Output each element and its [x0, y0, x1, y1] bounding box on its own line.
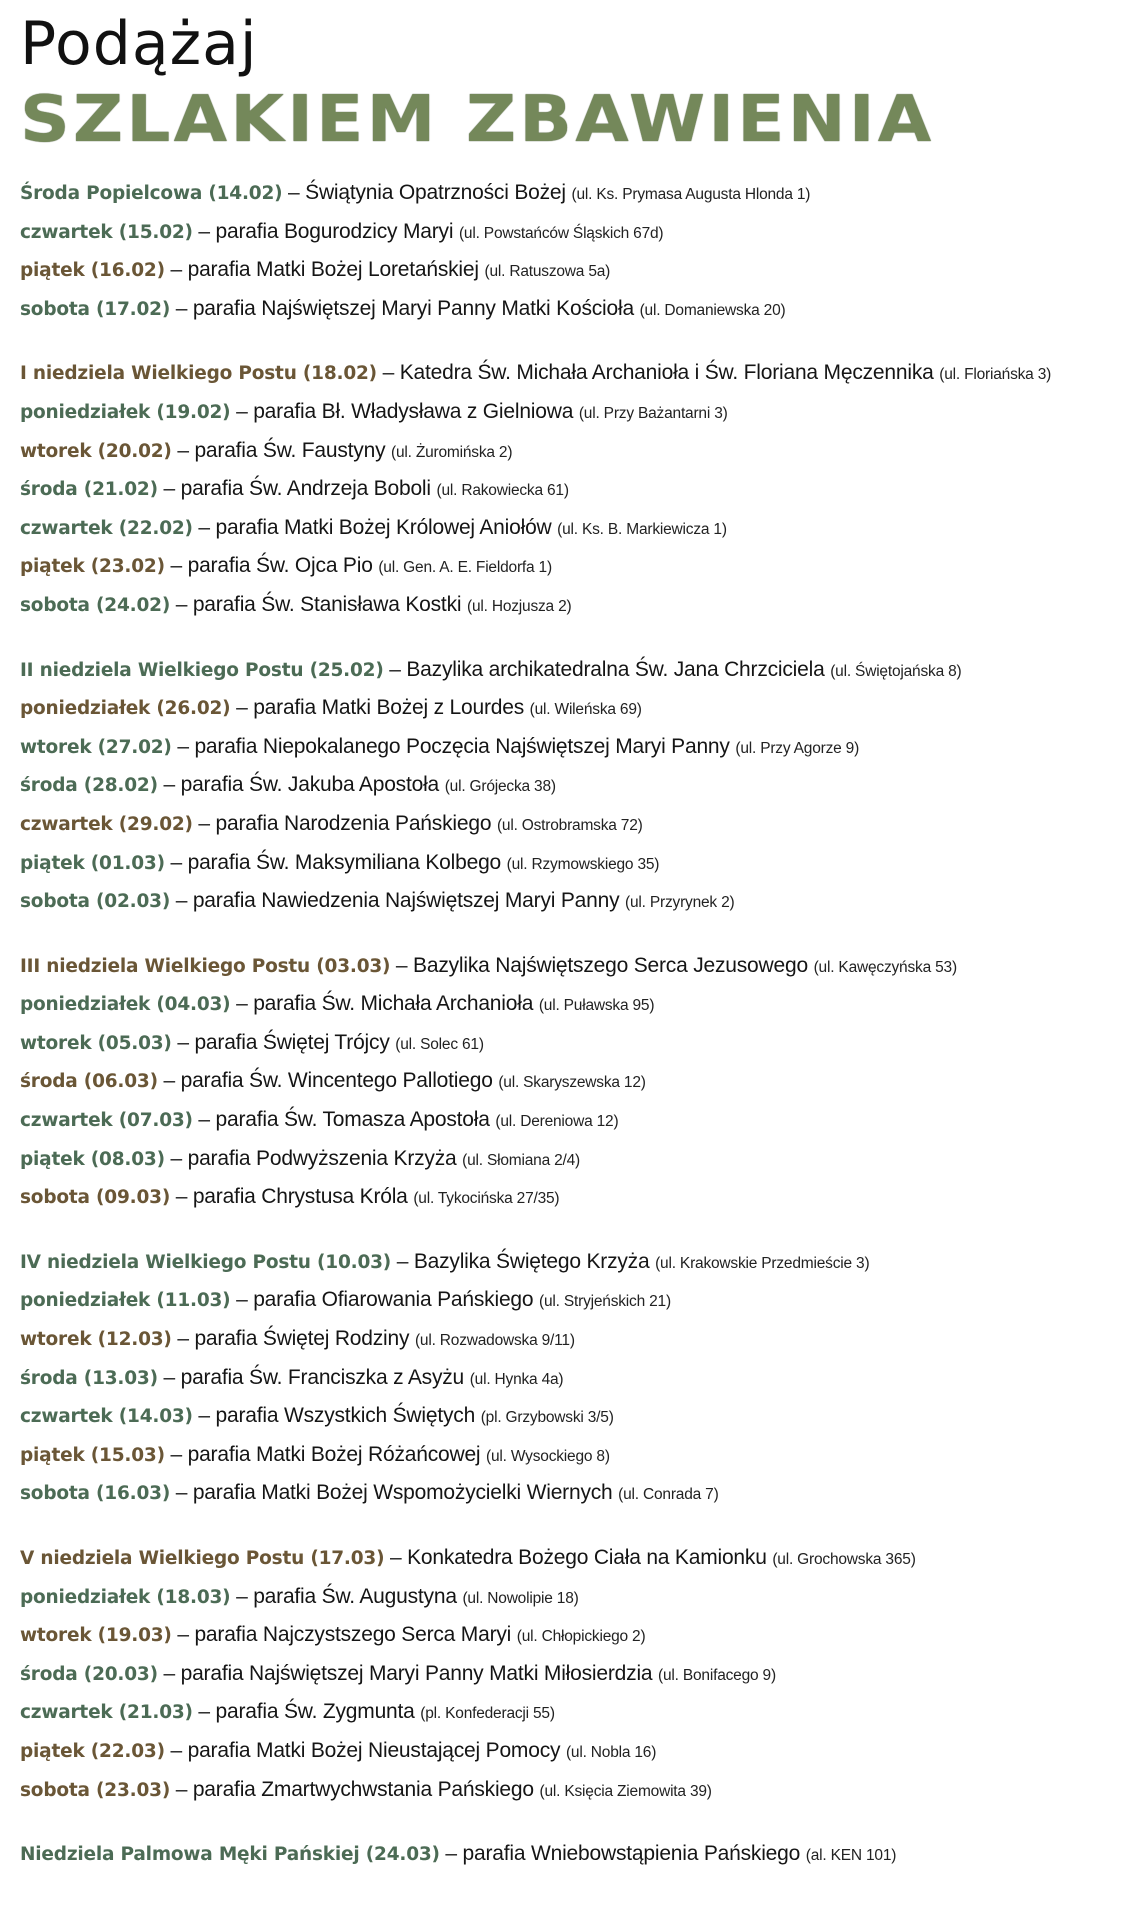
church-address: (pl. Grzybowski 3/5) — [480, 1409, 614, 1427]
church-name: parafia Św. Ojca Pio — [187, 554, 373, 578]
church-name: parafia Bogurodzicy Maryi — [215, 219, 454, 243]
schedule-row — [20, 509, 1130, 548]
separator: – — [171, 1327, 195, 1351]
schedule-row — [20, 1693, 1130, 1732]
schedule-row — [20, 432, 1130, 471]
schedule-row — [20, 1101, 1130, 1140]
day-label: IV niedziela Wielkiego Postu (10.03) — [20, 1251, 392, 1273]
church-name: parafia Św. Wincentego Pallotiego — [180, 1069, 493, 1093]
separator: – — [192, 515, 216, 539]
day-label: Środa Popielcowa (14.02) — [20, 183, 283, 204]
schedule-row — [20, 290, 1130, 329]
day-label: I niedziela Wielkiego Postu (18.02) — [20, 363, 377, 385]
day-label: czwartek (22.02) — [20, 517, 193, 539]
church-name: Konkatedra Bożego Ciała na Kamionku — [407, 1546, 767, 1569]
separator: – — [170, 592, 193, 616]
church-address: (ul. Nowolipie 18) — [462, 1589, 579, 1607]
church-name: parafia Świętej Rodziny — [194, 1327, 410, 1351]
church-name: parafia Matki Bożej Wspomożycielki Wiernych — [192, 1481, 613, 1505]
day-label: czwartek (21.03) — [20, 1702, 193, 1724]
church-address: (ul. Ratuszowa 5a) — [484, 263, 611, 281]
church-address: (ul. Conrada 7) — [618, 1486, 719, 1504]
schedule-row — [20, 1024, 1130, 1063]
day-label: wtorek (19.03) — [20, 1625, 172, 1647]
day-label: środa (20.03) — [20, 1663, 158, 1685]
schedule-row — [20, 1835, 1130, 1874]
schedule-section — [20, 651, 1130, 921]
title-line-2: SZLAKIEM ZBAWIENIA — [20, 83, 935, 157]
church-name: parafia Św. Michała Archanioła — [253, 992, 534, 1016]
separator: – — [170, 1481, 193, 1505]
schedule-row — [20, 1140, 1130, 1179]
church-name: parafia Św. Stanisława Kostki — [192, 592, 462, 616]
separator: – — [192, 1404, 216, 1428]
day-label: środa (21.02) — [20, 479, 158, 501]
separator: – — [171, 734, 195, 758]
church-name: parafia Niepokalanego Poczęcia Najświętszej Maryi Panny — [194, 734, 730, 758]
schedule-row — [20, 805, 1130, 844]
separator: – — [170, 296, 193, 320]
schedule-row — [20, 393, 1130, 432]
day-label: II niedziela Wielkiego Postu (25.02) — [20, 659, 384, 681]
day-label: piątek (22.03) — [20, 1740, 165, 1762]
church-address: (ul. Hozjusza 2) — [466, 597, 572, 615]
church-name: parafia Św. Maksymiliana Kolbego — [187, 850, 502, 874]
church-name: parafia Matki Bożej Królowej Aniołów — [215, 515, 552, 539]
church-address: (ul. Wileńska 69) — [529, 701, 642, 719]
church-name: parafia Matki Bożej Różańcowej — [187, 1442, 481, 1466]
church-address: (ul. Przy Bażantarni 3) — [578, 404, 728, 422]
day-label: wtorek (05.03) — [20, 1032, 172, 1054]
church-name: parafia Świętej Trójcy — [194, 1030, 390, 1054]
separator: – — [164, 554, 188, 578]
separator: – — [230, 992, 254, 1016]
church-name: parafia Św. Jakuba Apostoła — [180, 773, 440, 797]
schedule-row — [20, 882, 1130, 921]
church-address: (ul. Żuromińska 2) — [391, 443, 513, 461]
church-name: parafia Matki Bożej Loretańskiej — [187, 258, 479, 282]
schedule-row — [20, 985, 1130, 1024]
separator: – — [171, 1030, 195, 1054]
schedule-row — [20, 174, 1130, 213]
separator: – — [230, 399, 254, 423]
church-name: parafia Narodzenia Pańskiego — [215, 811, 492, 835]
schedule-row — [20, 1771, 1130, 1810]
schedule-list — [20, 174, 1130, 1900]
day-label: sobota (23.03) — [20, 1779, 171, 1801]
day-label: czwartek (07.03) — [20, 1110, 193, 1132]
schedule-section — [20, 354, 1130, 624]
church-name: parafia Św. Zygmunta — [215, 1700, 415, 1724]
separator: – — [170, 1777, 193, 1801]
schedule-row — [20, 766, 1130, 805]
day-label: piątek (15.03) — [20, 1444, 165, 1466]
separator: – — [164, 1442, 188, 1466]
day-label: sobota (02.03) — [20, 891, 171, 913]
separator: – — [157, 1661, 181, 1685]
church-address: (ul. Wysockiego 8) — [486, 1447, 610, 1465]
church-address: (ul. Bonifacego 9) — [658, 1666, 776, 1684]
church-address: (ul. Grochowska 365) — [772, 1551, 916, 1568]
day-label: piątek (01.03) — [20, 852, 165, 874]
day-label: środa (06.03) — [20, 1071, 158, 1093]
church-address: (ul. Nobla 16) — [565, 1743, 657, 1761]
schedule-section — [20, 1539, 1130, 1809]
church-address: (ul. Kawęczyńska 53) — [813, 958, 957, 976]
day-label: piątek (08.03) — [20, 1148, 165, 1170]
schedule-row — [20, 1281, 1130, 1320]
church-address: (ul. Rzymowskiego 35) — [506, 855, 660, 873]
schedule-row — [20, 1320, 1130, 1359]
church-name: Katedra Św. Michała Archanioła i Św. Floriana Męczennika — [399, 361, 934, 385]
schedule-row — [20, 1397, 1130, 1436]
church-address: (ul. Solec 61) — [395, 1035, 484, 1053]
day-label: Niedziela Palmowa Męki Pańskiej (24.03) — [20, 1844, 440, 1866]
church-name: parafia Chrystusa Króla — [192, 1185, 408, 1209]
separator: – — [376, 361, 400, 385]
church-name: parafia Matki Bożej z Lourdes — [253, 696, 525, 720]
separator: – — [192, 219, 216, 243]
church-name: Bazylika Świętego Krzyża — [413, 1249, 650, 1273]
church-address: (al. KEN 101) — [805, 1847, 897, 1865]
day-label: poniedziałek (18.03) — [20, 1586, 231, 1608]
day-label: V niedziela Wielkiego Postu (17.03) — [20, 1548, 385, 1569]
schedule-row — [20, 1616, 1130, 1655]
church-name: parafia Podwyższenia Krzyża — [187, 1146, 457, 1170]
schedule-row — [20, 844, 1130, 883]
church-address: (ul. Rozwadowska 9/11) — [414, 1332, 575, 1350]
day-label: poniedziałek (19.02) — [20, 401, 231, 423]
schedule-row — [20, 354, 1130, 393]
day-label: piątek (23.02) — [20, 556, 165, 578]
day-label: poniedziałek (04.03) — [20, 994, 231, 1016]
church-name: Świątynia Opatrzności Bożej — [305, 181, 566, 204]
schedule-row — [20, 1359, 1130, 1398]
day-label: wtorek (27.02) — [20, 736, 172, 758]
separator: – — [439, 1842, 463, 1866]
day-label: środa (13.03) — [20, 1367, 158, 1389]
church-name: parafia Najczystszego Serca Maryi — [194, 1623, 512, 1647]
church-address: (ul. Ostrobramska 72) — [496, 816, 643, 834]
day-label: poniedziałek (11.03) — [20, 1290, 231, 1312]
schedule-row — [20, 470, 1130, 509]
church-address: (ul. Chłopickiego 2) — [516, 1628, 646, 1646]
schedule-row — [20, 1178, 1130, 1217]
schedule-section — [20, 174, 1130, 328]
separator: – — [192, 811, 216, 835]
church-name: parafia Nawiedzenia Najświętszej Maryi Panny — [192, 889, 620, 913]
church-name: parafia Matki Bożej Nieustającej Pomocy — [187, 1738, 561, 1762]
separator: – — [157, 773, 181, 797]
church-name: parafia Najświętszej Maryi Panny Matki Kościoła — [192, 296, 634, 320]
church-address: (ul. Hynka 4a) — [469, 1370, 564, 1388]
church-name: parafia Św. Andrzeja Boboli — [180, 477, 431, 501]
schedule-section — [20, 1243, 1130, 1513]
schedule-row — [20, 1655, 1130, 1694]
church-address: (ul. Grójecka 38) — [444, 778, 556, 796]
church-address: (ul. Domaniewska 20) — [639, 301, 786, 319]
schedule-row — [20, 1732, 1130, 1771]
day-label: sobota (24.02) — [20, 594, 171, 616]
separator: – — [282, 181, 306, 204]
separator: – — [230, 1288, 254, 1312]
church-name: parafia Św. Tomasza Apostoła — [215, 1108, 490, 1132]
day-label: środa (28.02) — [20, 775, 158, 797]
separator: – — [157, 1365, 181, 1389]
church-address: (ul. Krakowskie Przedmieście 3) — [655, 1254, 870, 1272]
separator: – — [384, 1546, 408, 1569]
schedule-row — [20, 1062, 1130, 1101]
schedule-section — [20, 947, 1130, 1217]
separator: – — [171, 438, 195, 462]
church-name: parafia Ofiarowania Pańskiego — [253, 1288, 534, 1312]
day-label: czwartek (29.02) — [20, 813, 193, 835]
church-address: (ul. Gen. A. E. Fieldorfa 1) — [378, 559, 552, 577]
schedule-row — [20, 651, 1130, 690]
church-address: (ul. Dereniowa 12) — [495, 1113, 619, 1131]
church-address: (ul. Tykocińska 27/35) — [413, 1190, 560, 1208]
schedule-row — [20, 547, 1130, 586]
church-address: (ul. Ks. Prymasa Augusta Hlonda 1) — [571, 186, 811, 203]
church-address: (ul. Powstańców Śląskich 67d) — [458, 224, 664, 242]
schedule-row — [20, 251, 1130, 290]
day-label: poniedziałek (26.02) — [20, 698, 231, 720]
church-name: parafia Wszystkich Świętych — [215, 1404, 476, 1428]
separator: – — [383, 657, 407, 681]
day-label: wtorek (12.03) — [20, 1329, 172, 1351]
day-label: sobota (09.03) — [20, 1187, 171, 1209]
church-address: (ul. Ks. B. Markiewicza 1) — [557, 520, 727, 538]
schedule-row — [20, 1436, 1130, 1475]
church-address: (ul. Księcia Ziemowita 39) — [539, 1782, 712, 1800]
separator: – — [157, 477, 181, 501]
separator: – — [230, 1584, 254, 1608]
separator: – — [164, 850, 188, 874]
church-name: parafia Wniebowstąpienia Pańskiego — [462, 1842, 801, 1866]
separator: – — [391, 1249, 414, 1273]
church-address: (ul. Skaryszewska 12) — [498, 1074, 646, 1092]
day-label: piątek (16.02) — [20, 260, 165, 282]
day-label: czwartek (15.02) — [20, 221, 193, 243]
schedule-row — [20, 1539, 1130, 1578]
day-label: czwartek (14.03) — [20, 1406, 193, 1428]
church-name: parafia Św. Augustyna — [253, 1584, 457, 1608]
day-label: sobota (17.02) — [20, 298, 171, 320]
schedule-row — [20, 947, 1130, 986]
separator: – — [170, 889, 193, 913]
day-label: wtorek (20.02) — [20, 440, 172, 462]
schedule-row — [20, 689, 1130, 728]
schedule-section — [20, 1835, 1130, 1874]
church-address: (ul. Słomiana 2/4) — [462, 1151, 581, 1169]
church-name: parafia Św. Franciszka z Asyżu — [180, 1365, 465, 1389]
separator: – — [164, 258, 188, 282]
church-address: (ul. Przyrynek 2) — [625, 894, 735, 912]
church-name: Bazylika Najświętszego Serca Jezusowego — [413, 953, 808, 977]
separator: – — [192, 1700, 216, 1724]
separator: – — [390, 953, 414, 977]
separator: – — [164, 1738, 188, 1762]
church-name: parafia Najświętszej Maryi Panny Matki Miłosierdzia — [180, 1661, 653, 1685]
title-line-1: Podążaj — [20, 9, 258, 79]
separator: – — [157, 1069, 181, 1093]
schedule-row — [20, 728, 1130, 767]
day-label: III niedziela Wielkiego Postu (03.03) — [20, 955, 391, 977]
schedule-row — [20, 1243, 1130, 1282]
schedule-row — [20, 1474, 1130, 1513]
separator: – — [170, 1185, 193, 1209]
separator: – — [171, 1623, 195, 1647]
separator: – — [192, 1108, 216, 1132]
church-address: (pl. Konfederacji 55) — [420, 1705, 555, 1723]
church-address: (ul. Stryjeńskich 21) — [539, 1293, 671, 1311]
church-name: parafia Zmartwychwstania Pańskiego — [192, 1777, 534, 1801]
church-name: parafia Św. Faustyny — [194, 438, 386, 462]
day-label: sobota (16.03) — [20, 1483, 171, 1505]
schedule-row — [20, 586, 1130, 625]
church-address: (ul. Przy Agorze 9) — [735, 739, 860, 757]
separator: – — [230, 696, 254, 720]
church-name: parafia Bł. Władysława z Gielniowa — [253, 399, 574, 423]
church-address: (ul. Rakowiecka 61) — [436, 482, 569, 500]
church-name: Bazylika archikatedralna Św. Jana Chrzciciela — [406, 657, 825, 681]
church-address: (ul. Świętojańska 8) — [830, 662, 962, 680]
church-address: (ul. Puławska 95) — [538, 997, 655, 1015]
schedule-row — [20, 213, 1130, 252]
church-address: (ul. Floriańska 3) — [939, 366, 1052, 384]
schedule-row — [20, 1578, 1130, 1617]
separator: – — [164, 1146, 188, 1170]
